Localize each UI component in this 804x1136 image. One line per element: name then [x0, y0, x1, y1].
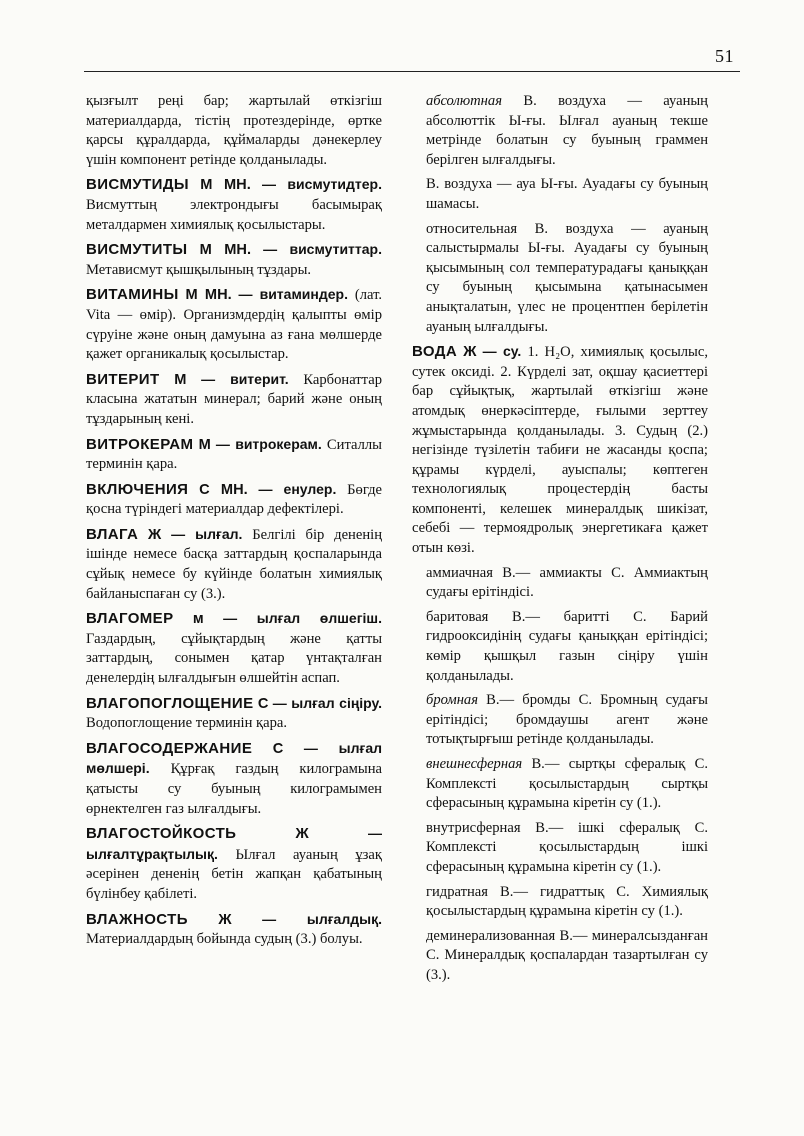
dictionary-entry	[86, 910, 382, 950]
entry-translation: — ылғал сіңіру.	[272, 694, 382, 711]
entry-grammar: м	[192, 611, 204, 628]
entry-definition: Ылғал ауаның ұзақ әсерінен дененің бетін жапқан қабатының бүлінбеу қабілеті.	[86, 846, 382, 902]
dictionary-entry	[86, 739, 382, 819]
entry-grammar: Ж	[218, 911, 232, 928]
sub-entry	[412, 220, 708, 338]
dictionary-entry	[86, 175, 382, 235]
entry-headword: ВЛАГОСОДЕРЖАНИЕ	[86, 739, 253, 757]
sub-entry	[412, 883, 708, 922]
entry-grammar: Ж	[295, 826, 309, 843]
sub-entry-definition: В.— бромды С. Бромның судағы ерітіндісі; бромдаушы агент және тотықтырғыш ретінде қолданылады.	[426, 692, 708, 748]
entry-translation: — ылғал.	[171, 525, 243, 542]
entry-continuation	[86, 92, 382, 170]
entry-headword: ВЛАГОСТОЙКОСТЬ	[86, 825, 237, 843]
dictionary-entry	[86, 480, 382, 520]
entry-headword: ВИТЕРИТ	[86, 370, 160, 388]
entry-grammar: М МН.	[200, 177, 251, 194]
sub-entry-definition: В. воздуха — ауа Ы-ғы. Ауадағы су буының шамасы.	[426, 176, 708, 212]
entry-definition: Ситаллы терминін қара.	[86, 436, 382, 473]
sub-entry-definition: гидратная В.— гидраттық С. Химиялық қосылыстардың құрамына кіретін су (1.).	[426, 883, 708, 920]
entry-translation: — витаминдер.	[238, 286, 348, 303]
sub-entry-modifier: абсолютная	[426, 93, 503, 109]
entry-grammar: С	[272, 740, 284, 757]
sub-entry	[412, 564, 708, 603]
entry-headword: ВЛАГОПОГЛОЩЕНИЕ	[86, 694, 254, 712]
entry-translation: — су.	[482, 343, 522, 360]
sub-entry	[412, 92, 708, 170]
entry-definition: Висмуттың электрондығы басымырақ металдармен химиялық қосылыстары.	[86, 196, 382, 233]
entry-definition: Белгілі бір дененің ішінде немесе басқа заттардың қоспаларында сұйық немесе бу күйінде болатын химиялық байланыспаған су (3.).	[86, 526, 383, 602]
entry-definition: Материалдардың бойында судың (3.) болуы.	[86, 931, 363, 948]
entry-translation: — витрокерам.	[215, 435, 322, 452]
entry-headword: ВИСМУТИТЫ	[86, 241, 188, 259]
header-rule	[84, 71, 740, 72]
right-column	[412, 92, 708, 991]
sub-entry	[412, 608, 708, 686]
entry-headword: ВИСМУТИДЫ	[86, 176, 189, 194]
sub-entry-definition: В. воздуха — ауаның абсолюттік Ы-ғы. Ылғал ауаның текше метрінде болатын су буының граммен берілген ылғалдығы.	[426, 93, 708, 168]
dictionary-entry	[86, 694, 382, 734]
sub-entry	[412, 175, 708, 214]
entry-headword: ВОДА	[412, 343, 458, 361]
entry-grammar: Ж	[463, 344, 477, 361]
entry-grammar: М	[174, 371, 187, 388]
sub-entry	[412, 927, 708, 986]
entry-grammar: Ж	[148, 526, 162, 543]
page-number: 51	[715, 46, 734, 66]
entry-translation: — ылғал мөлшері.	[86, 739, 383, 777]
left-column	[86, 92, 382, 955]
sub-entry-definition: баритовая В.— баритті С. Барий гидрооксидінің судағы қаныққан ерітіндісі; көмір қышқыл газын сіңіру үшін қолданылады.	[426, 608, 708, 684]
dictionary-entry	[86, 370, 382, 430]
entry-headword: ВЛАЖНОСТЬ	[86, 910, 188, 928]
entry-definition: 1. H₂O, химиялық қосылыс, сутек оксиді. 2. Күрделі зат, оқшау қасиеттері бар сұйықтық, жартылай өткізгіш және атомдық өнеркәсіптерде, ғылыми зерттеу жұмыстарында қолданылады. 3. Судың (2.) негізінде түзілетін табиғи не жасанды қоспа; құрамы күрделі, ауыспалы; көптеген технологиялық процестердің басты компоненті, келешек минералдық шикізат, себебі — термоядролық энергетикаға қажет отын көзі.	[412, 344, 708, 557]
sub-entry	[412, 691, 708, 750]
entry-translation: — ылғалтұрақтылық.	[86, 825, 382, 862]
sub-entry-definition: аммиачная В.— аммиакты С. Аммиактың судағы ерітіндісі.	[426, 564, 708, 601]
entry-grammar: С	[257, 695, 269, 712]
dictionary-entry	[86, 435, 382, 475]
entry-grammar: С МН.	[199, 481, 248, 498]
entry-definition: Газдардың, сұйықтардың және қатты заттардың, сонымен қатар үнтақталған денелердің ылғалдығын өлшейтін аспап.	[86, 630, 382, 687]
dictionary-entry	[86, 285, 382, 364]
entry-headword: ВИТРОКЕРАМ	[86, 435, 194, 453]
sub-entry-definition: внутрисферная В.— ішкі сфералық С. Комплексті қосылыстардың ішкі сферасының құрамына кіретін су (1.).	[426, 819, 708, 875]
entry-headword: ВИТАМИНЫ	[86, 286, 179, 304]
sub-entry-modifier: внешнесферная	[426, 756, 523, 772]
sub-entry-definition: деминерализованная В.— минералсызданған С. Минералдық қоспалардан тазартылған су (3.).	[426, 927, 708, 983]
dictionary-entry	[86, 525, 382, 604]
entry-headword: ВЛАГА	[86, 525, 139, 543]
entry-translation: — висмутидтер.	[261, 176, 382, 193]
dictionary-entry	[86, 240, 382, 280]
sub-entry	[412, 755, 708, 814]
sub-entry-definition: относительная В. воздуха — ауаның салыстырмалы Ы-ғы. Ауадағы су буының қысымының сол температурадағы қаныққан су буының қысымына қатынасымен анықталатын, үлес не процентпен берілетін ауаның ылғалдығы.	[426, 220, 708, 335]
entry-definition: (лат. Vita — өмір). Организмдердің қалыпты өмір сүруіне және оның дамуына аз ғана мөлшерде қажет органикалық қосылыстар.	[86, 287, 382, 363]
entry-translation: — ылғал өлшегіш.	[223, 610, 382, 627]
entry-definition: Водопоглощение терминін қара.	[86, 715, 288, 732]
entry-grammar: М МН.	[185, 287, 232, 304]
sub-entry-modifier: бромная	[426, 692, 479, 709]
entry-translation: — висмутиттар.	[263, 241, 382, 258]
entry-headword: ВКЛЮЧЕНИЯ	[86, 480, 189, 498]
entry-translation: — енулер.	[258, 480, 337, 497]
dictionary-entry	[412, 342, 708, 559]
sub-entry-definition: В.— сыртқы сфералық С. Комплексті қосылыстардың сыртқы сферасының құрамына кіретін су (1.).	[426, 756, 708, 812]
entry-grammar: М	[198, 436, 211, 453]
entry-definition: Карбонаттар класына жататын минерал; барий және оның тұздарының кені.	[86, 371, 382, 427]
continued-text: қызғылт реңі бар; жартылай өткізгіш материалдарда, тістің протездерінде, өртке қарсы құралдарда, құймаларды дәнекерлеу үшін компонент ретінде қолданылады.	[86, 93, 382, 168]
entry-definition: Бөгде қосна түріндегі материалдар дефектілері.	[86, 481, 383, 518]
dictionary-entry	[86, 824, 382, 904]
entry-headword: ВЛАГОМЕР	[86, 610, 174, 628]
entry-grammar: М МН.	[199, 242, 251, 259]
entry-definition: Құрғақ газдың килограмына қатысты су буының килограмымен өрнектелген газ ылғалдығы.	[86, 761, 382, 817]
dictionary-entry	[86, 609, 382, 688]
entry-translation: — ылғалдық.	[262, 910, 382, 927]
sub-entry	[412, 819, 708, 878]
entry-definition: Метависмут қышқылының тұздары.	[86, 261, 312, 278]
entry-translation: — витерит.	[201, 370, 289, 387]
